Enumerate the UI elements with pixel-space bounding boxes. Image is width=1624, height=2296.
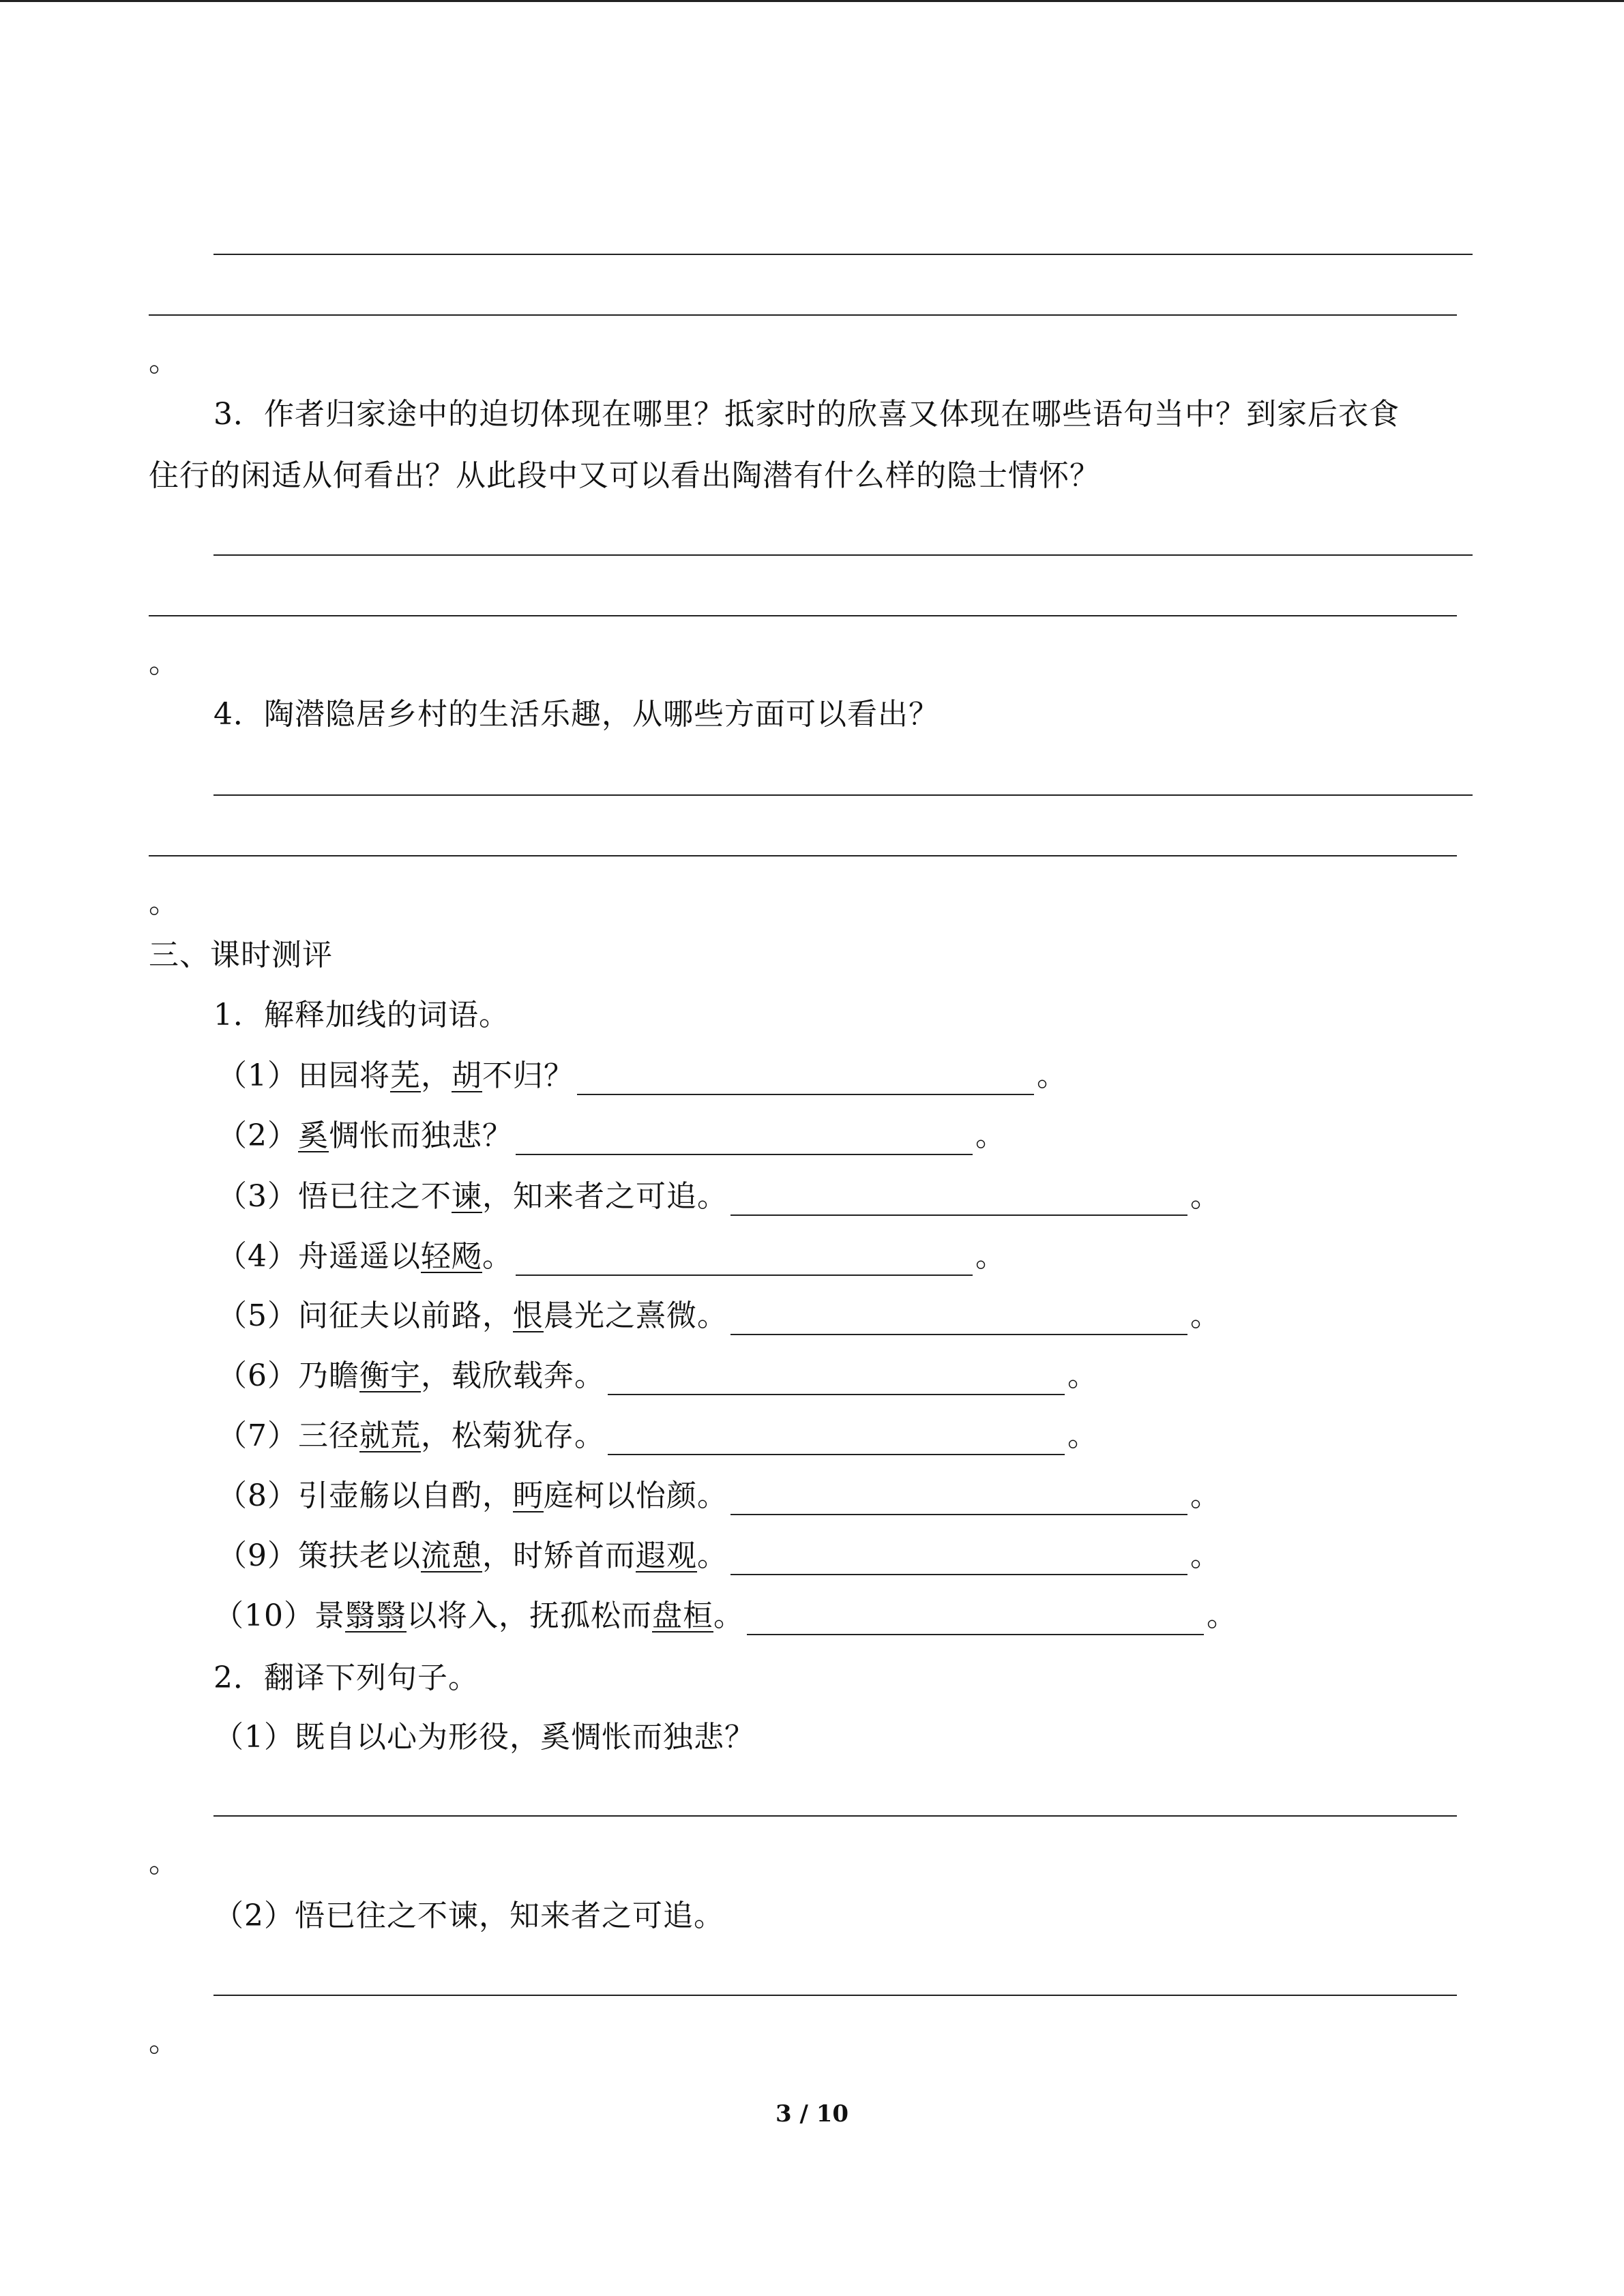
question-3-line1: [213, 396, 1400, 434]
vocab-item: [217, 1117, 1006, 1155]
answer-line[interactable]: [213, 1995, 1457, 1996]
end-mark: 。: [149, 645, 179, 680]
item-number: （7）: [217, 1418, 298, 1453]
vocab-item: [217, 1238, 1006, 1276]
sentence-text: 引壶觞以自酌，: [298, 1478, 513, 1513]
sentence-text: ，知来者之可追。: [482, 1179, 728, 1214]
sentence-text: 不归？: [482, 1058, 574, 1093]
sentence-text: 乃瞻: [298, 1358, 359, 1393]
end-mark: 。: [149, 344, 179, 378]
item-number: （3）: [217, 1179, 298, 1214]
end-mark: 。: [1207, 1598, 1237, 1633]
underlined-word: 恨: [513, 1298, 544, 1333]
end-mark: 。: [1190, 1478, 1221, 1513]
end-mark: 。: [1190, 1298, 1221, 1333]
underlined-word: 奚: [298, 1118, 329, 1153]
answer-line[interactable]: [213, 1815, 1457, 1817]
sentence-text: ，: [421, 1058, 452, 1093]
end-mark: 。: [1037, 1058, 1067, 1093]
question-text: 陶潜隐居乡村的生活乐趣，从哪些方面可以看出？: [264, 697, 939, 732]
answer-blank[interactable]: [577, 1062, 1034, 1095]
vocab-item: [217, 1178, 1221, 1216]
question-number: 4．: [213, 697, 264, 732]
answer-line[interactable]: [213, 794, 1473, 796]
sentence-text: 舟遥遥以: [298, 1239, 421, 1274]
answer-blank[interactable]: [730, 1183, 1187, 1216]
sentence-text: 晨光之熹微。: [544, 1298, 728, 1333]
sentence-text: 。: [713, 1598, 744, 1633]
end-mark: 。: [975, 1239, 1006, 1274]
answer-line[interactable]: [213, 254, 1473, 255]
translation-sentence-1: （1）既自以心为形役，奚惆怅而独悲？: [213, 1720, 755, 1755]
question-text: 作者归家途中的迫切体现在哪里？抵家时的欣喜又体现在哪些语句当中？到家后衣食: [264, 397, 1400, 432]
end-mark: 。: [1067, 1418, 1098, 1453]
underlined-word: 翳翳: [345, 1598, 407, 1633]
item-number: （8）: [217, 1478, 298, 1513]
question-3-line2: 住行的闲适从何看出？从此段中又可以看出陶潜有什么样的隐士情怀？: [149, 458, 1100, 493]
end-mark: 。: [975, 1118, 1006, 1153]
answer-line[interactable]: [149, 855, 1457, 856]
item-number: （1）: [217, 1058, 298, 1093]
sentence-text: 。: [697, 1538, 728, 1573]
answer-blank[interactable]: [516, 1122, 973, 1155]
vocab-item: [213, 1597, 1237, 1635]
answer-blank[interactable]: [608, 1422, 1065, 1455]
sentence-text: 景: [314, 1598, 345, 1633]
end-mark: 。: [149, 1845, 179, 1879]
underlined-word: 胡: [452, 1058, 482, 1093]
underlined-word: 衡宇: [359, 1358, 421, 1393]
sentence-text: 。: [482, 1239, 513, 1274]
item-number: （2）: [217, 1118, 298, 1153]
end-mark: 。: [1067, 1358, 1098, 1393]
sentence-text: 策扶老以: [298, 1538, 421, 1573]
underlined-word: 轻飏: [421, 1239, 482, 1274]
sentence-text: 惆怅而独悲？: [329, 1118, 513, 1153]
sentence-text: 庭柯以怡颜。: [544, 1478, 728, 1513]
answer-line[interactable]: [149, 615, 1457, 616]
vocab-item: [217, 1057, 1067, 1095]
vocab-item: [217, 1537, 1221, 1575]
answer-blank[interactable]: [747, 1602, 1204, 1635]
sentence-text: 问征夫以前路，: [298, 1298, 513, 1333]
answer-blank[interactable]: [516, 1243, 973, 1276]
sentence-text: 三径: [298, 1418, 359, 1453]
answer-line[interactable]: [149, 314, 1457, 316]
item-number: （9）: [217, 1538, 298, 1573]
sentence-text: 以将入，抚孤松而: [407, 1598, 652, 1633]
vocab-item: [217, 1357, 1098, 1395]
question-4: [213, 696, 939, 734]
underlined-word: 盘桓: [652, 1598, 713, 1633]
sentence-text: 田园将: [298, 1058, 390, 1093]
answer-blank[interactable]: [730, 1482, 1187, 1515]
vocab-item: [217, 1297, 1221, 1335]
page-number: 3 / 10: [775, 2100, 849, 2128]
item-number: （10）: [213, 1598, 314, 1633]
answer-blank[interactable]: [730, 1542, 1187, 1575]
vocab-item: [217, 1477, 1221, 1515]
sentence-text: ，时矫首而: [482, 1538, 636, 1573]
end-mark: 。: [1190, 1179, 1221, 1214]
sentence-text: ，载欣载奔。: [421, 1358, 605, 1393]
end-mark: 。: [1190, 1538, 1221, 1573]
end-mark: 。: [149, 885, 179, 920]
task-1-title: 1．解释加线的词语。: [213, 998, 510, 1032]
sentence-text: ，松菊犹存。: [421, 1418, 605, 1453]
question-number: 3．: [213, 397, 264, 432]
underlined-word: 谏: [452, 1179, 482, 1214]
sentence-text: 悟已往之不: [298, 1179, 452, 1214]
task-2-title: 2．翻译下列句子。: [213, 1660, 479, 1695]
translation-sentence-2: （2）悟已往之不谏，知来者之可追。: [213, 1898, 724, 1933]
underlined-word: 眄: [513, 1478, 544, 1513]
answer-blank[interactable]: [730, 1302, 1187, 1335]
underlined-word: 流憩: [421, 1538, 482, 1573]
page-top-border: [0, 0, 1624, 2]
underlined-word: 遐观: [636, 1538, 697, 1573]
answer-blank[interactable]: [608, 1362, 1065, 1395]
underlined-word: 芜: [390, 1058, 421, 1093]
end-mark: 。: [149, 2024, 179, 2059]
item-number: （4）: [217, 1239, 298, 1274]
section-title: 三、课时测评: [149, 938, 333, 972]
vocab-item: [217, 1417, 1098, 1455]
item-number: （5）: [217, 1298, 298, 1333]
underlined-word: 就荒: [359, 1418, 421, 1453]
item-number: （6）: [217, 1358, 298, 1393]
answer-line[interactable]: [213, 554, 1473, 556]
